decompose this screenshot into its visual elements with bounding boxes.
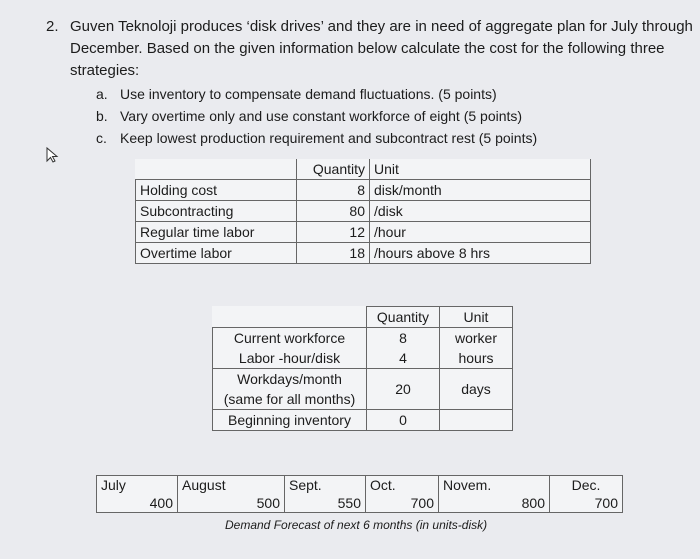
- question-text-line-3: strategies:: [70, 62, 140, 79]
- workforce-qty: 4: [367, 348, 440, 369]
- workforce-qty: 0: [367, 410, 440, 431]
- cost-name: Overtime labor: [136, 243, 297, 264]
- forecast-value: 400: [97, 494, 178, 513]
- workforce-unit: worker: [440, 328, 513, 349]
- table-row: [136, 243, 591, 264]
- cost-qty: 18: [297, 243, 370, 264]
- workforce-name: Workdays/month: [213, 369, 367, 390]
- item-b: [96, 108, 522, 124]
- cost-unit: /hour: [370, 222, 591, 243]
- item-a-text: Use inventory to compensate demand fluctuations. (5 points): [120, 86, 497, 102]
- cost-table: [135, 159, 591, 264]
- workforce-header-empty: [213, 307, 367, 328]
- cost-qty: 12: [297, 222, 370, 243]
- cost-name: Holding cost: [136, 180, 297, 201]
- forecast-month: Dec.: [550, 476, 623, 495]
- table-row: [213, 328, 513, 349]
- workforce-header-quantity: Quantity: [367, 307, 440, 328]
- workforce-unit: [440, 410, 513, 431]
- cost-header-quantity: Quantity: [297, 159, 370, 180]
- forecast-months-row: [97, 476, 623, 495]
- forecast-month: Sept.: [285, 476, 366, 495]
- item-c-label: c.: [96, 130, 107, 146]
- item-a-label: a.: [96, 86, 108, 102]
- item-c-text: Keep lowest production requirement and subcontract rest (5 points): [120, 130, 538, 146]
- item-c: [96, 130, 537, 146]
- cost-header-unit: Unit: [370, 159, 591, 180]
- forecast-value: 700: [550, 494, 623, 513]
- forecast-value: 800: [439, 494, 550, 513]
- question-text-line-1: Guven Teknoloji produces ‘disk drives’ and they are in need of aggregate plan for July through: [70, 18, 693, 35]
- cost-qty: 8: [297, 180, 370, 201]
- item-a: [96, 86, 497, 102]
- workforce-name: Labor -hour/disk: [213, 348, 367, 369]
- forecast-month: July: [97, 476, 178, 495]
- cost-name: Regular time labor: [136, 222, 297, 243]
- workforce-name: Current workforce: [213, 328, 367, 349]
- workforce-table-header: [213, 307, 513, 328]
- table-row: [136, 201, 591, 222]
- cost-header-empty: [136, 159, 297, 180]
- forecast-value: 700: [366, 494, 439, 513]
- table-row: [213, 369, 513, 390]
- forecast-month: Novem.: [439, 476, 550, 495]
- workforce-name: (same for all months): [213, 389, 367, 410]
- cost-unit: /hours above 8 hrs: [370, 243, 591, 264]
- workforce-unit: days: [440, 369, 513, 410]
- cost-name: Subcontracting: [136, 201, 297, 222]
- table-row: [136, 222, 591, 243]
- forecast-value: 550: [285, 494, 366, 513]
- question-text-line-2: December. Based on the given information below calculate the cost for the following three: [70, 40, 665, 57]
- cost-qty: 80: [297, 201, 370, 222]
- forecast-values-row: [97, 494, 623, 513]
- workforce-header-unit: Unit: [440, 307, 513, 328]
- mouse-pointer-icon: [44, 146, 62, 164]
- forecast-month: Oct.: [366, 476, 439, 495]
- workforce-table: [212, 306, 513, 431]
- cost-unit: disk/month: [370, 180, 591, 201]
- forecast-caption: Demand Forecast of next 6 months (in units-disk): [225, 518, 488, 532]
- item-b-text: Vary overtime only and use constant workforce of eight (5 points): [120, 108, 523, 124]
- question-number: 2.: [46, 18, 59, 35]
- cost-unit: /disk: [370, 201, 591, 222]
- table-row: [136, 180, 591, 201]
- item-b-label: b.: [96, 108, 108, 124]
- table-row: [213, 348, 513, 369]
- workforce-unit: hours: [440, 348, 513, 369]
- workforce-qty: 20: [367, 369, 440, 410]
- cost-table-header: [136, 159, 591, 180]
- workforce-name: Beginning inventory: [213, 410, 367, 431]
- forecast-table: [96, 475, 623, 513]
- table-row: [213, 410, 513, 431]
- forecast-month: August: [178, 476, 285, 495]
- workforce-qty: 8: [367, 328, 440, 349]
- forecast-value: 500: [178, 494, 285, 513]
